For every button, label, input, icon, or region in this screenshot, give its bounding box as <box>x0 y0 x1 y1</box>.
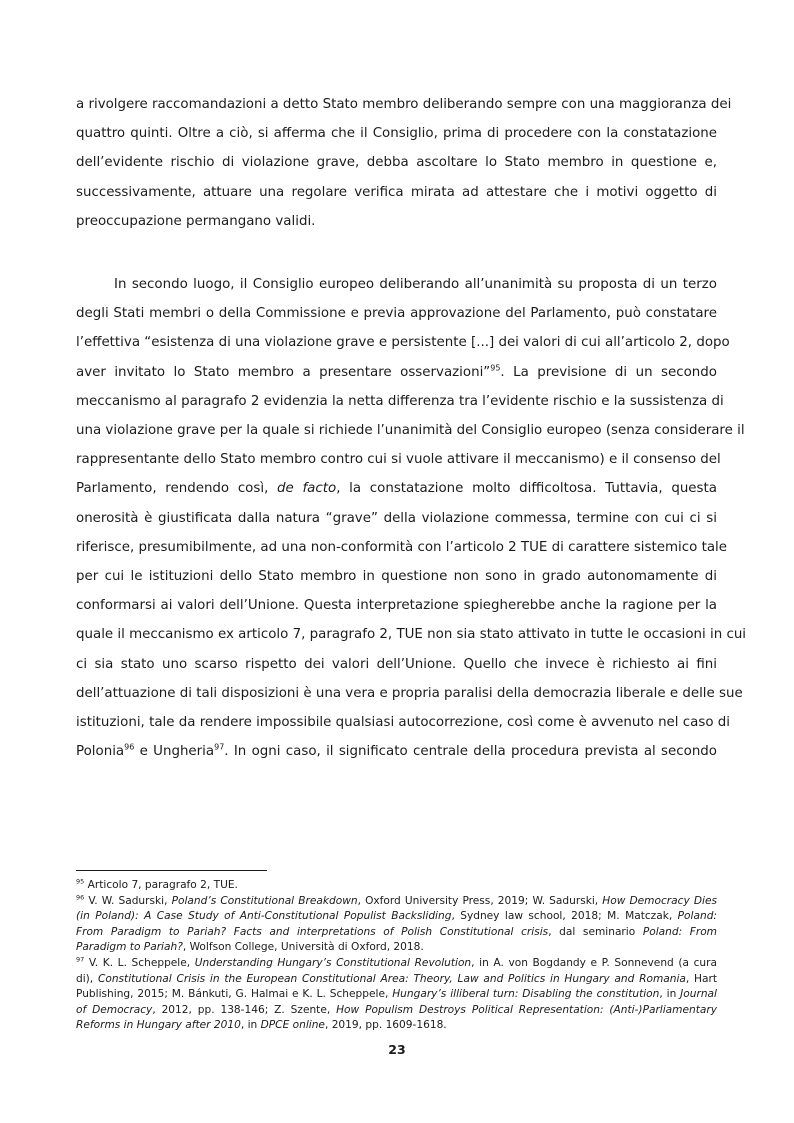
italic-text: DPCE online <box>260 1019 325 1032</box>
text-line: una violazione grave per la quale si richiede l’unanimità del Consiglio europeo (senza considerare il <box>76 423 745 439</box>
text-fragment: , Hart <box>685 972 717 985</box>
italic-text: Poland’s Constitutional Breakdown <box>171 894 358 907</box>
text-fragment: di), <box>76 972 98 985</box>
text-fragment: , in A. von Bogdandy e P. Sonnevend (a cura <box>471 956 717 969</box>
text-fragment: , la constatazione molto difficoltosa. Tuttavia, questa <box>336 481 717 497</box>
italic-text: How Democracy Dies <box>602 894 717 907</box>
italic-text: From Paradigm to Pariah? Facts and interpretations of Polish Constitutional crisis <box>76 925 549 938</box>
footnote-ref-95[interactable]: 95 <box>490 363 501 373</box>
text-line: dell’attuazione di tali disposizioni è una vera e propria paralisi della democrazia liberale e delle sue <box>76 685 743 701</box>
text-fragment: V. K. L. Scheppele, <box>84 956 195 969</box>
italic-text: Paradigm to Pariah? <box>76 941 183 954</box>
text-fragment: e Ungheria <box>134 744 215 760</box>
footnote-line <box>76 1018 717 1034</box>
italic-text: (in Poland): A Case Study of Anti-Constitutional Populist Backsliding <box>76 910 452 923</box>
footnote-number: 97 <box>76 955 85 964</box>
footnote-line <box>76 940 717 956</box>
italic-text: Journal <box>680 988 717 1001</box>
footnote-line <box>76 925 717 941</box>
text-line: In secondo luogo, il Consiglio europeo deliberando all’unanimità su proposta di un terzo <box>114 277 717 292</box>
italic-text: Constitutional Crisis in the European Constitutional Area: Theory, Law and Politics in Hungary and Romania <box>97 972 686 985</box>
italic-text: Poland: From <box>642 925 717 938</box>
italic-text: Hungary’s illiberal turn: Disabling the constitution <box>392 988 660 1001</box>
text-fragment: , 2019, pp. 1609-1618. <box>324 1019 447 1032</box>
footnote-line <box>76 1003 717 1019</box>
text-line: a rivolgere raccomandazioni a detto Stato membro deliberando sempre con una maggioranza dei <box>76 97 732 112</box>
paragraph-2 <box>76 270 747 766</box>
text-line <box>76 474 717 503</box>
text-line: riferisce, presumibilmente, ad una non-conformità con l’articolo 2 TUE di carattere sistemico tale <box>76 539 727 555</box>
italic-text: Poland: <box>677 910 717 923</box>
text-line <box>76 737 717 766</box>
text-line: preoccupazione permangano validi. <box>76 213 316 229</box>
text-fragment: , Oxford University Press, 2019; W. Sadurski, <box>357 894 603 907</box>
footnote-number: 95 <box>76 877 85 886</box>
page-number: 23 <box>388 1042 406 1057</box>
text-line: l’effettiva “esistenza di una violazione grave e persistente [...] dei valori di cui all’articolo 2, dopo <box>76 335 730 351</box>
text-fragment: , in <box>659 988 681 1001</box>
text-line: conformarsi ai valori dell’Unione. Questa interpretazione spiegherebbe anche la ragione per la <box>76 598 717 614</box>
text-line: onerosità è giustificata dalla natura “grave” della violazione commessa, termine con cui ci si <box>76 510 717 526</box>
text-fragment: Parlamento, rendendo così, <box>76 481 278 497</box>
footnote-95 <box>76 878 717 894</box>
text-fragment: , in <box>240 1019 261 1032</box>
italic-text: How Populism Destroys Political Representation: (Anti-)Parliamentary <box>336 1003 717 1016</box>
text-line <box>76 358 717 387</box>
text-line: meccanismo al paragrafo 2 evidenzia la netta differenza tra l’evidente rischio e la sussistenza di <box>76 393 724 409</box>
text-fragment: , Sydney law school, 2018; M. Matczak, <box>451 910 678 923</box>
paragraph-1 <box>76 90 732 236</box>
text-line: quattro quinti. Oltre a ciò, si afferma che il Consiglio, prima di procedere con la constatazione <box>76 126 717 142</box>
text-line: quale il meccanismo ex articolo 7, paragrafo 2, TUE non sia stato attivato in tutte le occasioni in cui <box>76 627 747 643</box>
text-fragment: , dal seminario <box>548 925 643 938</box>
text-fragment: Polonia <box>76 744 125 760</box>
italic-text: Understanding Hungary’s Constitutional Revolution <box>194 956 472 969</box>
footnote-ref-96[interactable]: 96 <box>124 742 135 752</box>
footnote-line <box>76 987 717 1003</box>
text-line: per cui le istituzioni dello Stato membro in questione non sono in grado autonomamente di <box>76 569 717 585</box>
text-line: successivamente, attuare una regolare verifica mirata ad attestare che i motivi oggetto di <box>76 184 717 200</box>
text-fragment: , 2012, pp. 138-146; Z. Szente, <box>152 1003 337 1016</box>
text-line: degli Stati membri o della Commissione e previa approvazione del Parlamento, può constatare <box>76 306 717 322</box>
footnote-97 <box>76 956 717 972</box>
footnote-text: Articolo 7, paragrafo 2, TUE. <box>84 879 238 891</box>
footnote-ref-97[interactable]: 97 <box>214 742 225 752</box>
italic-text: Reforms in Hungary after 2010 <box>76 1019 241 1032</box>
text-fragment: , Wolfson College, Università di Oxford, 2018. <box>182 941 424 954</box>
footnote-separator <box>76 870 267 871</box>
footnote-line <box>76 972 717 988</box>
text-fragment: aver invitato lo Stato membro a presentare osservazioni” <box>76 364 491 380</box>
footnotes <box>76 878 717 1034</box>
text-line: rappresentante dello Stato membro contro cui si vuole attivare il meccanismo) e il consenso del <box>76 452 721 468</box>
text-fragment: . La previsione di un secondo <box>500 364 717 380</box>
text-fragment: V. W. Sadurski, <box>84 894 172 907</box>
footnote-number: 96 <box>76 893 85 902</box>
italic-text: of Democracy <box>76 1003 153 1016</box>
text-line: ci sia stato uno scarso rispetto dei valori dell’Unione. Quello che invece è richiesto ai fini <box>76 656 717 672</box>
footnote-line <box>76 909 717 925</box>
italic-text: de facto <box>277 481 337 497</box>
text-line: dell’evidente rischio di violazione grave, debba ascoltare lo Stato membro in questione e, <box>76 155 717 171</box>
footnote-96 <box>76 894 717 910</box>
text-fragment: . In ogni caso, il significato centrale della procedura prevista al secondo <box>224 744 717 760</box>
text-line: istituzioni, tale da rendere impossibile qualsiasi autocorrezione, così come è avvenuto nel caso di <box>76 715 730 731</box>
text-fragment: Publishing, 2015; M. Bánkuti, G. Halmai e K. L. Scheppele, <box>76 988 393 1001</box>
